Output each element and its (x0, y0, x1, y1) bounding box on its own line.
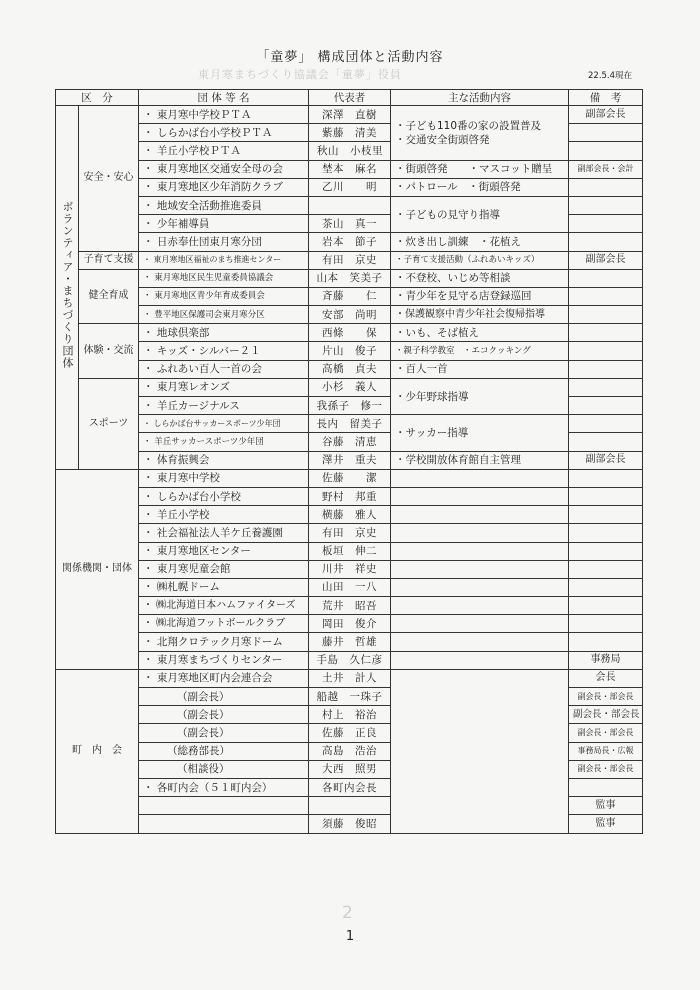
activity: ・パトロール ・街頭啓発 (391, 178, 569, 196)
role-label: （総務部長） (139, 742, 309, 760)
member-table (55, 89, 643, 834)
activity (391, 542, 569, 560)
header-activity: 主な活動内容 (391, 90, 569, 106)
subcategory-health: 健全育成 (79, 269, 139, 324)
bleed-through-text: 東月寒まちづくり協議会「童夢」役員 (198, 68, 402, 81)
note: 副部会長 (569, 251, 643, 269)
table-row (56, 360, 643, 378)
representative: 谷藤 清恵 (309, 433, 391, 451)
representative: 片山 俊子 (309, 342, 391, 360)
subcategory-safety: 安全・安心 (79, 106, 139, 252)
table-row (56, 487, 643, 505)
note (569, 287, 643, 305)
table-row (56, 342, 643, 360)
representative: 有田 京史 (309, 524, 391, 542)
group-name: ・ しらかば台小学校 (139, 487, 309, 505)
group-name: ・ 地球倶楽部 (139, 324, 309, 342)
representative: 荒井 昭吾 (309, 597, 391, 615)
group-name: ・ しらかば台サッカースポーツ少年団 (139, 415, 309, 433)
note (569, 524, 643, 542)
note (569, 578, 643, 596)
representative: 安部 尚明 (309, 306, 391, 324)
note (569, 542, 643, 560)
table-row (56, 324, 643, 342)
activity: ・いも、そば植え (391, 324, 569, 342)
activity (391, 506, 569, 524)
representative: 茶山 真一 (309, 215, 391, 233)
note (569, 269, 643, 287)
note (569, 778, 643, 796)
subcategory-childcare: 子育て支援 (79, 251, 139, 269)
representative: 川井 祥史 (309, 560, 391, 578)
note (569, 506, 643, 524)
table-row (56, 469, 643, 487)
note (569, 633, 643, 651)
group-name: ・ 体育振興会 (139, 451, 309, 469)
representative: 深澤 直樹 (309, 106, 391, 124)
group-name: ・ 東月寒地区民生児童委員協議会 (139, 269, 309, 287)
activity: ・親子科学教室 ・エコクッキング (391, 342, 569, 360)
representative: 藤井 哲雄 (309, 633, 391, 651)
note: 事務局 (569, 651, 643, 669)
date-note: 22.5.4現在 (588, 71, 633, 81)
representative: 長内 留美子 (309, 415, 391, 433)
representative: 埜本 麻名 (309, 160, 391, 178)
activity-part: ・街頭啓発 (395, 163, 448, 176)
note (569, 378, 643, 396)
representative: 佐藤 正良 (309, 724, 391, 742)
activity (391, 651, 569, 669)
subcategory-experience: 体験・交流 (79, 324, 139, 379)
note (569, 142, 643, 160)
note: 副部会長 (569, 106, 643, 124)
note: 会長 (569, 669, 643, 687)
group-name: ・ 北翔クロテック月寒ドーム (139, 633, 309, 651)
note: 副部会長・会計 (569, 160, 643, 178)
group-name: ・ しらかば台小学校ＰＴＡ (139, 124, 309, 142)
representative: 乙川 明 (309, 178, 391, 196)
representative: 大西 照男 (309, 760, 391, 778)
activity: ・不登校、いじめ等相談 (391, 269, 569, 287)
activity: ・子どもの見守り指導 (391, 196, 569, 232)
note (569, 397, 643, 415)
table-row (56, 451, 643, 469)
group-name: ・ 東月寒まちづくりセンター (139, 651, 309, 669)
activity: ・青少年を見守る店登録巡回 (391, 287, 569, 305)
representative: 我孫子 修一 (309, 397, 391, 415)
note (569, 433, 643, 451)
group-name: ・ ㈱札幌ドーム (139, 578, 309, 596)
group-name: ・ ㈱北海道日本ハムファイターズ (139, 597, 309, 615)
category-town: 町 内 会 (56, 669, 139, 833)
representative: 澤井 重夫 (309, 451, 391, 469)
note: 監事 (569, 815, 643, 833)
note (569, 233, 643, 251)
group-name: ・ 東月寒児童会館 (139, 560, 309, 578)
activity (391, 487, 569, 505)
group-name: ・ 東月寒レオンズ (139, 378, 309, 396)
note (569, 615, 643, 633)
group-name: ・ 東月寒地区交通安全母の会 (139, 160, 309, 178)
table-row (56, 196, 643, 214)
table-row (56, 560, 643, 578)
table-row (56, 633, 643, 651)
group-name: ・ キッズ・シルバー２１ (139, 342, 309, 360)
header-notes: 備 考 (569, 90, 643, 106)
category-agencies: 関係機関・団体 (56, 469, 139, 669)
role-label: （副会長） (139, 724, 309, 742)
note (569, 124, 643, 142)
table-row (56, 506, 643, 524)
representative: 各町内会長 (309, 778, 391, 796)
group-name (139, 815, 309, 833)
activity: ・保護観察中青少年社会復帰指導 (391, 306, 569, 324)
representative: 手島 久仁彦 (309, 651, 391, 669)
activity: ・炊き出し訓練 ・花植え (391, 233, 569, 251)
role-label: （副会長） (139, 706, 309, 724)
note (569, 487, 643, 505)
note: 事務局長・広報 (569, 742, 643, 760)
activity (391, 597, 569, 615)
activity: ・百人一首 (391, 360, 569, 378)
representative: 岡田 俊介 (309, 615, 391, 633)
representative: 西條 保 (309, 324, 391, 342)
group-name: ・ 東月寒地区町内会連合会 (139, 669, 309, 687)
table-row (56, 615, 643, 633)
table-row (56, 542, 643, 560)
table-row (56, 669, 643, 687)
representative: 有田 京史 (309, 251, 391, 269)
representative: 村上 裕治 (309, 706, 391, 724)
note: 副会長・部会長 (569, 724, 643, 742)
header-group: 団 体 等 名 (139, 90, 309, 106)
table-row (56, 233, 643, 251)
activity: ・少年野球指導 (391, 378, 569, 414)
representative: 紫藤 清美 (309, 124, 391, 142)
group-name: ・ 東月寒地区青少年育成委員会 (139, 287, 309, 305)
representative (309, 797, 391, 815)
activity (391, 633, 569, 651)
group-name: ・ 羊丘小学校ＰＴＡ (139, 142, 309, 160)
activity: ・サッカー指導 (391, 415, 569, 451)
note (569, 196, 643, 214)
group-name (139, 797, 309, 815)
note (569, 415, 643, 433)
bleed-through-number: 2 (342, 903, 353, 923)
group-name: ・ 東月寒地区福祉のまち推進センター (139, 251, 309, 269)
representative: 秋山 小枝里 (309, 142, 391, 160)
header-rep: 代表者 (309, 90, 391, 106)
category-volunteer: ボランティア・まちづくり団体 (56, 106, 79, 470)
representative: 横藤 雅人 (309, 506, 391, 524)
table-row (56, 597, 643, 615)
note (569, 324, 643, 342)
table-row (56, 306, 643, 324)
activity: ・子ども110番の家の設置普及 ・交通安全街頭啓発 (391, 106, 569, 161)
group-name: ・ 東月寒中学校ＰＴＡ (139, 106, 309, 124)
group-name: ・ 羊丘小学校 (139, 506, 309, 524)
role-label: （副会長） (139, 688, 309, 706)
role-label: （相談役） (139, 760, 309, 778)
representative: 野村 邦重 (309, 487, 391, 505)
representative: 山本 笑美子 (309, 269, 391, 287)
representative: 須藤 俊昭 (309, 815, 391, 833)
group-name: ・ 羊丘サッカースポーツ少年団 (139, 433, 309, 451)
group-name: ・ 地域安全活動推進委員 (139, 196, 309, 214)
representative: 小杉 義人 (309, 378, 391, 396)
note: 監事 (569, 797, 643, 815)
representative: 土井 計人 (309, 669, 391, 687)
note: 副部会長 (569, 451, 643, 469)
table-row (56, 524, 643, 542)
activity (391, 560, 569, 578)
note (569, 360, 643, 378)
table-row (56, 651, 643, 669)
group-name: ・ 少年補導員 (139, 215, 309, 233)
group-name: ・ ふれあい百人一首の会 (139, 360, 309, 378)
table-row (56, 106, 643, 124)
activity: ・学校開放体育館自主管理 (391, 451, 569, 469)
representative: 岩本 節子 (309, 233, 391, 251)
group-name: ・ 羊丘カージナルス (139, 397, 309, 415)
table-row (56, 415, 643, 433)
group-name: ・ 社会福祉法人羊ケ丘養護園 (139, 524, 309, 542)
table-row (56, 269, 643, 287)
note: 副会長・部会長 (569, 688, 643, 706)
representative: 斉藤 仁 (309, 287, 391, 305)
table-row (56, 178, 643, 196)
activity (391, 578, 569, 596)
page-number: 1 (345, 929, 355, 944)
representative: 船越 一珠子 (309, 688, 391, 706)
activity (391, 160, 569, 178)
table-row (56, 251, 643, 269)
representative: 山田 一八 (309, 578, 391, 596)
subcategory-sports: スポーツ (79, 378, 139, 469)
group-name: ・ 日赤奉仕団東月寒分団 (139, 233, 309, 251)
representative: 板垣 伸二 (309, 542, 391, 560)
table-row (56, 160, 643, 178)
table-row (56, 287, 643, 305)
note (569, 178, 643, 196)
activity (391, 524, 569, 542)
table-row (56, 378, 643, 396)
note (569, 215, 643, 233)
representative: 高島 浩治 (309, 742, 391, 760)
note (569, 306, 643, 324)
note (569, 560, 643, 578)
representative: 佐藤 潔 (309, 469, 391, 487)
activity (391, 669, 569, 833)
note (569, 597, 643, 615)
note (569, 469, 643, 487)
note (569, 342, 643, 360)
representative: 高橋 貞夫 (309, 360, 391, 378)
note: 副会長・部会長 (569, 706, 643, 724)
group-name: ・ ㈱北海道フットボールクラブ (139, 615, 309, 633)
representative (309, 196, 391, 214)
activity (391, 469, 569, 487)
note: 副会長・部会長 (569, 760, 643, 778)
table-row (56, 578, 643, 596)
group-name: ・ 豊平地区保護司会東月寒分区 (139, 306, 309, 324)
group-name: ・ 各町内会（５１町内会） (139, 778, 309, 796)
page-title: 「童夢」 構成団体と活動内容 (256, 50, 444, 65)
table-header-row (56, 90, 643, 106)
group-name: ・ 東月寒中学校 (139, 469, 309, 487)
activity: ・子育て支援活動（ふれあいキッズ） (391, 251, 569, 269)
group-name: ・ 東月寒地区センター (139, 542, 309, 560)
group-name: ・ 東月寒地区少年消防クラブ (139, 178, 309, 196)
activity-part: ・マスコット贈呈 (468, 163, 553, 176)
activity (391, 615, 569, 633)
header-category: 区 分 (56, 90, 139, 106)
